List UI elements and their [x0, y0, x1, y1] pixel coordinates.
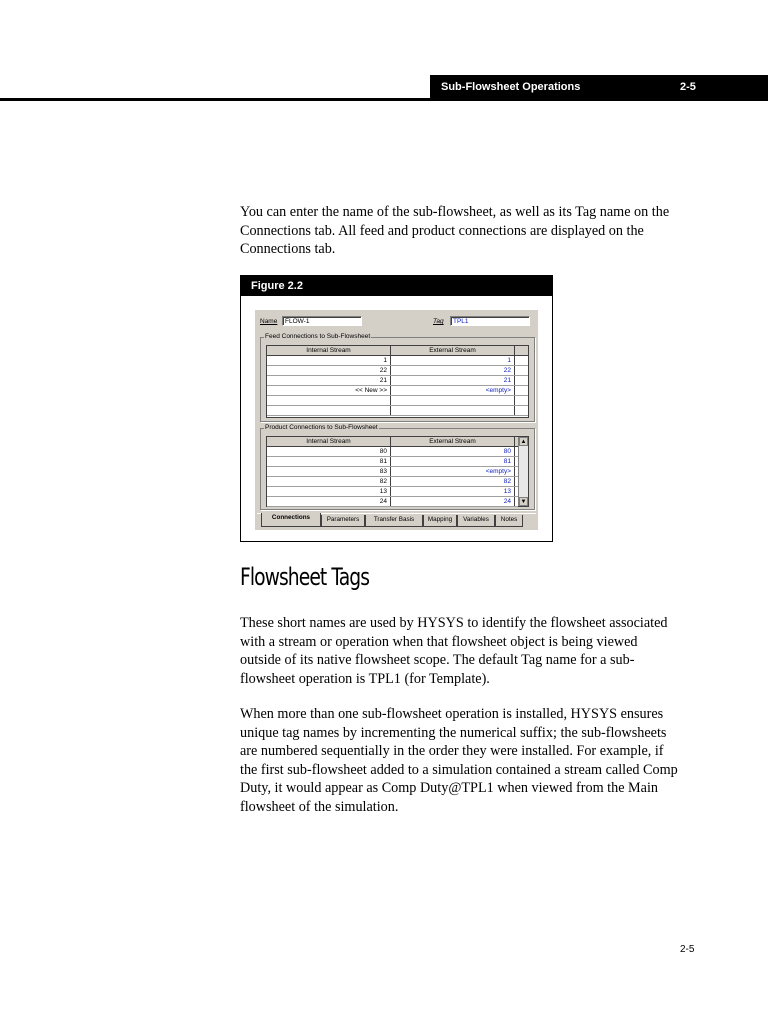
subflowsheet-dialog — [255, 310, 538, 530]
header-title: Sub-Flowsheet Operations — [441, 81, 581, 93]
table-row[interactable] — [267, 356, 528, 366]
internal-stream-cell[interactable] — [267, 396, 391, 405]
name-label: Name — [260, 318, 278, 325]
figure-caption: Figure 2.2 — [241, 276, 552, 296]
column-header-external: External Stream — [391, 346, 515, 355]
name-field[interactable]: FLOW-1 — [282, 316, 362, 326]
tag-label: Tag — [433, 318, 444, 325]
internal-stream-cell[interactable]: 83 — [267, 467, 391, 476]
tab-mapping[interactable]: Mapping — [423, 515, 457, 527]
paragraph: When more than one sub-flowsheet operation is installed, HYSYS ensures unique tag names by incrementing the numerical suffix; the sub-flowsheets are numbered sequentially in the order they were installed. For example, if the first sub-flowsheet added to a simulation contained a stream called Comp Duty, it would appear as Comp Duty@TPL1 when viewed from the Main flowsheet of the simulation. — [240, 706, 678, 815]
internal-stream-cell[interactable] — [267, 406, 391, 415]
internal-stream-cell[interactable]: 22 — [267, 366, 391, 375]
internal-stream-cell[interactable]: 82 — [267, 477, 391, 486]
column-header-internal: Internal Stream — [267, 346, 391, 355]
running-header — [430, 75, 768, 101]
figure-2-2 — [240, 275, 553, 542]
table-row[interactable] — [267, 457, 518, 467]
external-stream-cell[interactable] — [391, 406, 515, 415]
internal-stream-cell[interactable]: 13 — [267, 487, 391, 496]
intro-paragraph: You can enter the name of the sub-flowsheet, as well as its Tag name on the Connections tab. All feed and product connections are displayed on the Connections tab. — [240, 204, 670, 257]
feed-group-title: Feed Connections to Sub-Flowsheet — [265, 333, 371, 340]
scroll-up-icon[interactable]: ▲ — [520, 439, 527, 445]
table-row[interactable] — [267, 487, 518, 497]
tab-parameters[interactable]: Parameters — [321, 515, 365, 527]
external-stream-cell[interactable]: 81 — [391, 457, 515, 466]
feed-connections-table — [266, 345, 529, 418]
internal-stream-cell[interactable]: 24 — [267, 497, 391, 506]
internal-stream-cell[interactable]: 21 — [267, 376, 391, 385]
tab-notes[interactable]: Notes — [495, 515, 523, 527]
feed-connections-group — [260, 333, 535, 422]
vertical-scrollbar[interactable] — [518, 437, 528, 506]
internal-stream-cell[interactable]: 81 — [267, 457, 391, 466]
product-group-title: Product Connections to Sub-Flowsheet — [265, 424, 378, 431]
tag-field[interactable]: TPL1 — [450, 316, 530, 326]
product-connections-group — [260, 424, 535, 510]
column-header-external: External Stream — [391, 437, 515, 446]
table-row[interactable] — [267, 386, 528, 396]
table-row[interactable] — [267, 396, 528, 406]
internal-stream-cell[interactable]: 1 — [267, 356, 391, 365]
table-header-row — [267, 346, 528, 356]
external-stream-cell[interactable]: <empty> — [391, 467, 515, 476]
external-stream-cell[interactable]: 22 — [391, 366, 515, 375]
internal-stream-cell[interactable]: << New >> — [267, 386, 391, 395]
tab-variables[interactable]: Variables — [457, 515, 495, 527]
column-header-internal: Internal Stream — [267, 437, 391, 446]
internal-stream-cell[interactable]: 80 — [267, 447, 391, 456]
footer-page-number: 2-5 — [680, 944, 695, 955]
external-stream-cell[interactable]: 80 — [391, 447, 515, 456]
table-row[interactable] — [267, 497, 518, 507]
table-header-row — [267, 437, 528, 447]
section-heading: Flowsheet Tags — [240, 563, 370, 591]
external-stream-cell[interactable] — [391, 396, 515, 405]
tab-transfer-basis[interactable]: Transfer Basis — [365, 515, 423, 527]
product-connections-table — [266, 436, 529, 507]
external-stream-cell[interactable]: 82 — [391, 477, 515, 486]
table-row[interactable] — [267, 406, 528, 416]
external-stream-cell[interactable]: <empty> — [391, 386, 515, 395]
paragraph: These short names are used by HYSYS to identify the flowsheet associated with a stream or operation when that flowsheet object is being viewed outside of its native flowsheet scope. The default Tag name for a sub-flowsheet operation is TPL1 (for Template). — [240, 615, 668, 687]
external-stream-cell[interactable]: 13 — [391, 487, 515, 496]
dialog-tab-strip — [257, 513, 536, 528]
table-row[interactable] — [267, 366, 528, 376]
header-page-number: 2-5 — [680, 81, 696, 93]
table-row[interactable] — [267, 376, 528, 386]
table-row[interactable] — [267, 477, 518, 487]
external-stream-cell[interactable]: 21 — [391, 376, 515, 385]
external-stream-cell[interactable]: 1 — [391, 356, 515, 365]
external-stream-cell[interactable]: 24 — [391, 497, 515, 506]
tab-connections[interactable]: Connections — [261, 513, 321, 527]
table-row[interactable] — [267, 467, 518, 477]
scroll-down-icon[interactable]: ▼ — [520, 499, 527, 505]
table-row[interactable] — [267, 447, 518, 457]
